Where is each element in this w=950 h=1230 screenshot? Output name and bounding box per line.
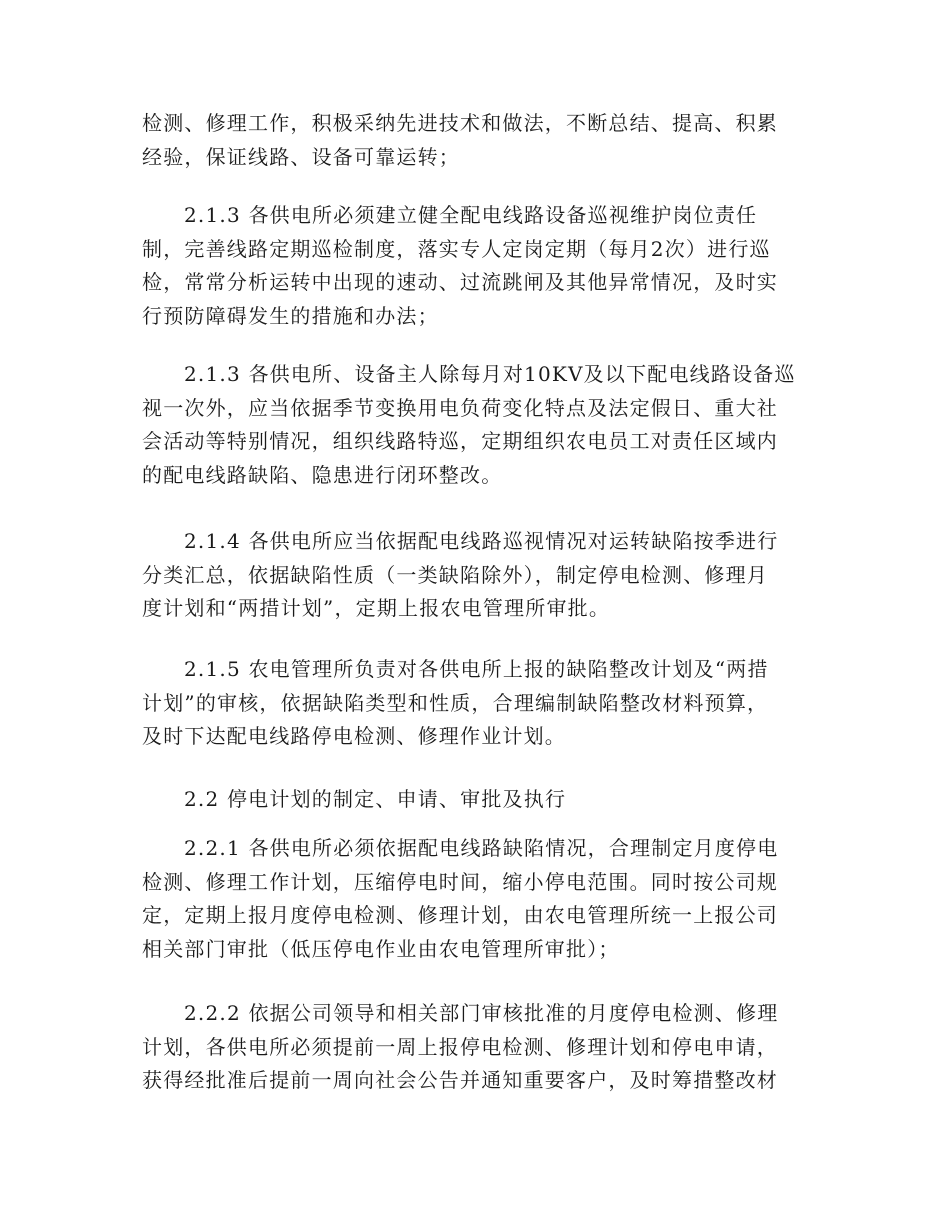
text-line: 检测、修理工作计划，压缩停电时间，缩小停电范围。同时按公司规 (142, 869, 778, 894)
text-line: 2.1.3 各供电所必须建立健全配电线路设备巡视维护岗位责任 (184, 203, 758, 227)
text-line: 2.1.5 农电管理所负责对各供电所上报的缺陷整改计划及“两措 (184, 657, 769, 681)
text-line: 及时下达配电线路停电检测、修理作业计划。 (142, 724, 566, 748)
text-line: 制，完善线路定期巡检制度，落实专人定岗定期（每月2次）进行巡 (142, 236, 771, 261)
paragraph-2-1-4 (142, 525, 802, 626)
paragraph-2-2-1 (142, 832, 802, 966)
text-line: 会活动等特别情况，组织线路特巡，定期组织农电员工对责任区域内 (142, 429, 778, 453)
paragraph-2-1-3-a (142, 199, 802, 333)
text-line: 获得经批准后提前一周向社会公告并通知重要客户，及时筹措整改材 (142, 1068, 778, 1092)
text-line: 相关部门审批（低压停电作业由农电管理所审批）； (142, 936, 620, 961)
text-line: 2.1.3 各供电所、设备主人除每月对10KV及以下配电线路设备巡 (184, 362, 796, 386)
paragraph-continuation (142, 107, 802, 174)
paragraph-2-2-2 (142, 997, 802, 1098)
section-heading-2-2 (142, 783, 802, 817)
text-line: 度计划和“两措计划”，定期上报农电管理所审批。 (142, 596, 611, 620)
paragraph-2-1-5 (142, 653, 802, 754)
text-line: 计划，各供电所必须提前一周上报停电检测、修理计划和停电申请， (142, 1034, 778, 1059)
text-line: 2.2.1 各供电所必须依据配电线路缺陷情况，合理制定月度停电 (184, 836, 779, 860)
text-line: 分类汇总，依据缺陷性质（一类缺陷除外），制定停电检测、修理月 (142, 562, 768, 587)
text-line: 2.1.4 各供电所应当依据配电线路巡视情况对运转缺陷按季进行 (184, 529, 779, 553)
text-line: 定，定期上报月度停电检测、修理计划，由农电管理所统一上报公司 (142, 903, 778, 927)
text-line: 检，常常分析运转中出现的速动、过流跳闸及其他异常情况，及时实 (142, 270, 778, 294)
text-line: 经验，保证线路、设备可靠运转； (142, 144, 460, 169)
section-heading: 2.2 停电计划的制定、申请、审批及执行 (184, 787, 567, 811)
text-line: 2.2.2 依据公司领导和相关部门审核批准的月度停电检测、修理 (184, 1001, 779, 1025)
paragraph-2-1-3-b (142, 358, 802, 492)
text-line: 计划”的审核，依据缺陷类型和性质，合理编制缺陷整改材料预算， (142, 690, 769, 715)
text-line: 的配电线路缺陷、隐患进行闭环整改。 (142, 462, 503, 487)
text-line: 视一次外，应当依据季节变换用电负荷变化特点及法定假日、重大社 (142, 395, 778, 420)
text-line: 行预防障碍发生的措施和办法； (142, 303, 439, 328)
text-line: 检测、修理工作，积极采纳先进技术和做法，不断总结、提高、积累 (142, 111, 778, 135)
